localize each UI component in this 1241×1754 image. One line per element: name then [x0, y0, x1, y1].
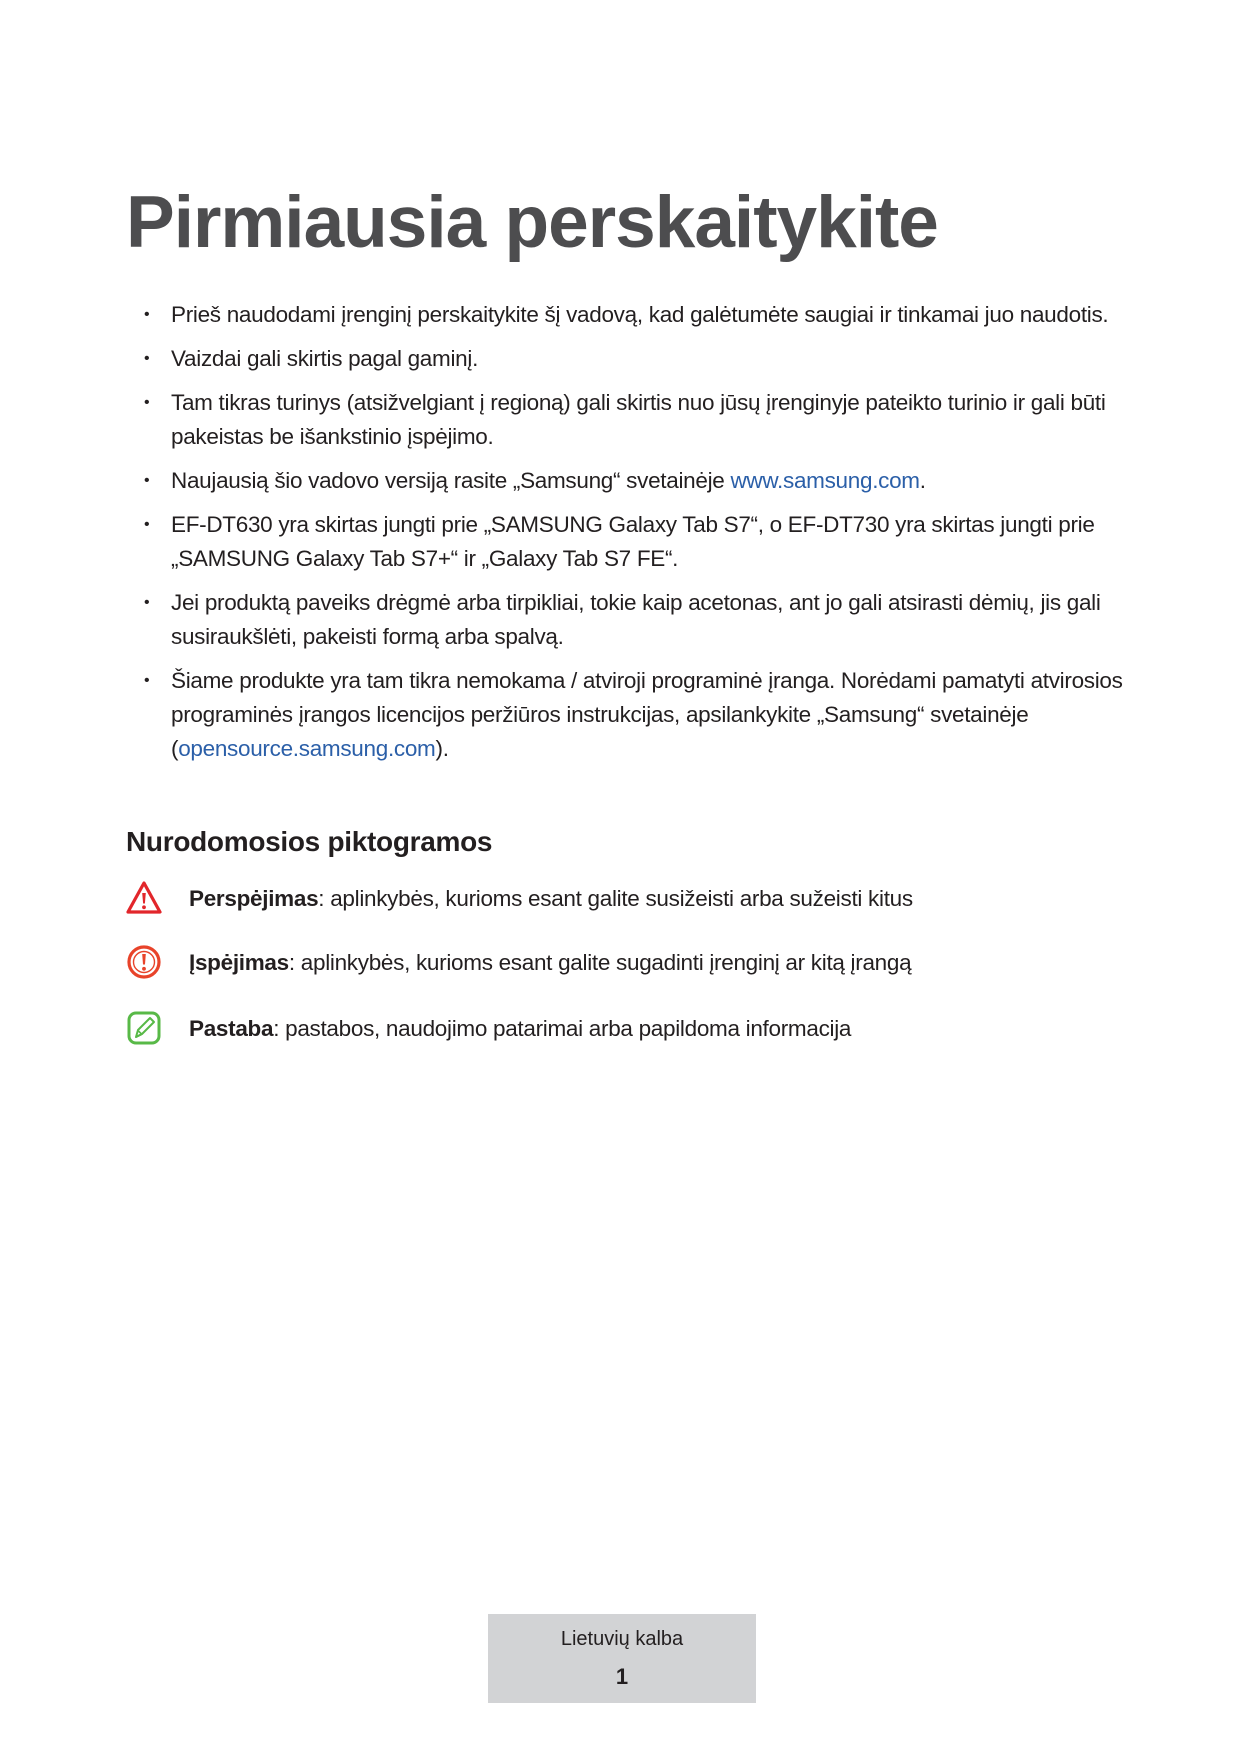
- legend-term: Pastaba: [189, 1016, 274, 1041]
- intro-bullet-list: [126, 298, 1126, 776]
- warning-triangle-icon: [126, 880, 162, 916]
- bullet-marker: •: [144, 472, 150, 489]
- bullet-text: Prieš naudodami įrenginį perskaitykite šį vadovą, kad galėtumėte saugiai ir tinkamai juo naudotis.: [171, 302, 1109, 327]
- legend-description: : aplinkybės, kurioms esant galite susižeisti arba sužeisti kitus: [318, 886, 913, 911]
- page-title: Pirmiausia perskaitykite: [126, 182, 938, 263]
- bullet-text: Šiame produkte yra tam tikra nemokama / atviroji programinė įranga. Norėdami pamatyti atvirosios programinės įrangos licencijos peržiūros instrukcijas, apsilankykite „Samsung“ svetainėje (: [171, 668, 1123, 761]
- legend-description: : aplinkybės, kurioms esant galite sugadinti įrenginį ar kitą įrangą: [288, 950, 912, 975]
- icons-section-heading: Nurodomosios piktogramos: [126, 826, 493, 857]
- bullet-marker: •: [144, 594, 150, 611]
- list-item: [126, 508, 1126, 576]
- page-number: 1: [615, 1664, 629, 1689]
- bullet-text: Naujausią šio vadovo versiją rasite „Samsung“ svetainėje: [171, 468, 731, 493]
- bullet-text: ).: [435, 736, 449, 761]
- list-item: [126, 586, 1126, 654]
- icon-legend-caution: [126, 944, 1126, 984]
- bullet-marker: •: [144, 672, 150, 689]
- footer-language: Lietuvių kalba: [560, 1628, 684, 1650]
- caution-exclamation-icon: [126, 944, 162, 980]
- bullet-text: Jei produktą paveiks drėgmė arba tirpikliai, tokie kaip acetonas, ant jo gali atsirasti dėmių, jis gali susiraukšlėti, pakeisti formą arba spalvą.: [171, 590, 1101, 649]
- bullet-text: .: [919, 468, 926, 493]
- legend-description: : pastabos, naudojimo patarimai arba papildoma informacija: [273, 1016, 852, 1041]
- icon-legend-note: [126, 1010, 1126, 1050]
- bullet-text: Vaizdai gali skirtis pagal gaminį.: [171, 346, 479, 371]
- list-item: [126, 386, 1126, 454]
- legend-term: Perspėjimas: [189, 886, 319, 911]
- opensource-website-link[interactable]: opensource.samsung.com: [178, 736, 436, 761]
- page-footer: [488, 1614, 756, 1703]
- bullet-marker: •: [144, 350, 150, 367]
- list-item: [126, 664, 1126, 766]
- icon-legend-warning: [126, 880, 1126, 920]
- bullet-text: Tam tikras turinys (atsižvelgiant į regioną) gali skirtis nuo jūsų įrenginyje pateikto turinio ir gali būti pakeistas be išankstinio įspėjimo.: [171, 390, 1106, 449]
- bullet-marker: •: [144, 394, 150, 411]
- legend-term: Įspėjimas: [189, 950, 289, 975]
- bullet-text: EF-DT630 yra skirtas jungti prie „SAMSUNG Galaxy Tab S7“, o EF-DT730 yra skirtas jungti prie „SAMSUNG Galaxy Tab S7+“ ir „Galaxy Tab S7 FE“.: [171, 512, 1095, 571]
- list-item: [126, 464, 1126, 498]
- bullet-marker: •: [144, 516, 150, 533]
- list-item: [126, 342, 1126, 376]
- samsung-website-link[interactable]: www.samsung.com: [730, 468, 920, 493]
- list-item: [126, 298, 1126, 332]
- bullet-marker: •: [144, 306, 150, 323]
- note-pencil-icon: [126, 1010, 162, 1046]
